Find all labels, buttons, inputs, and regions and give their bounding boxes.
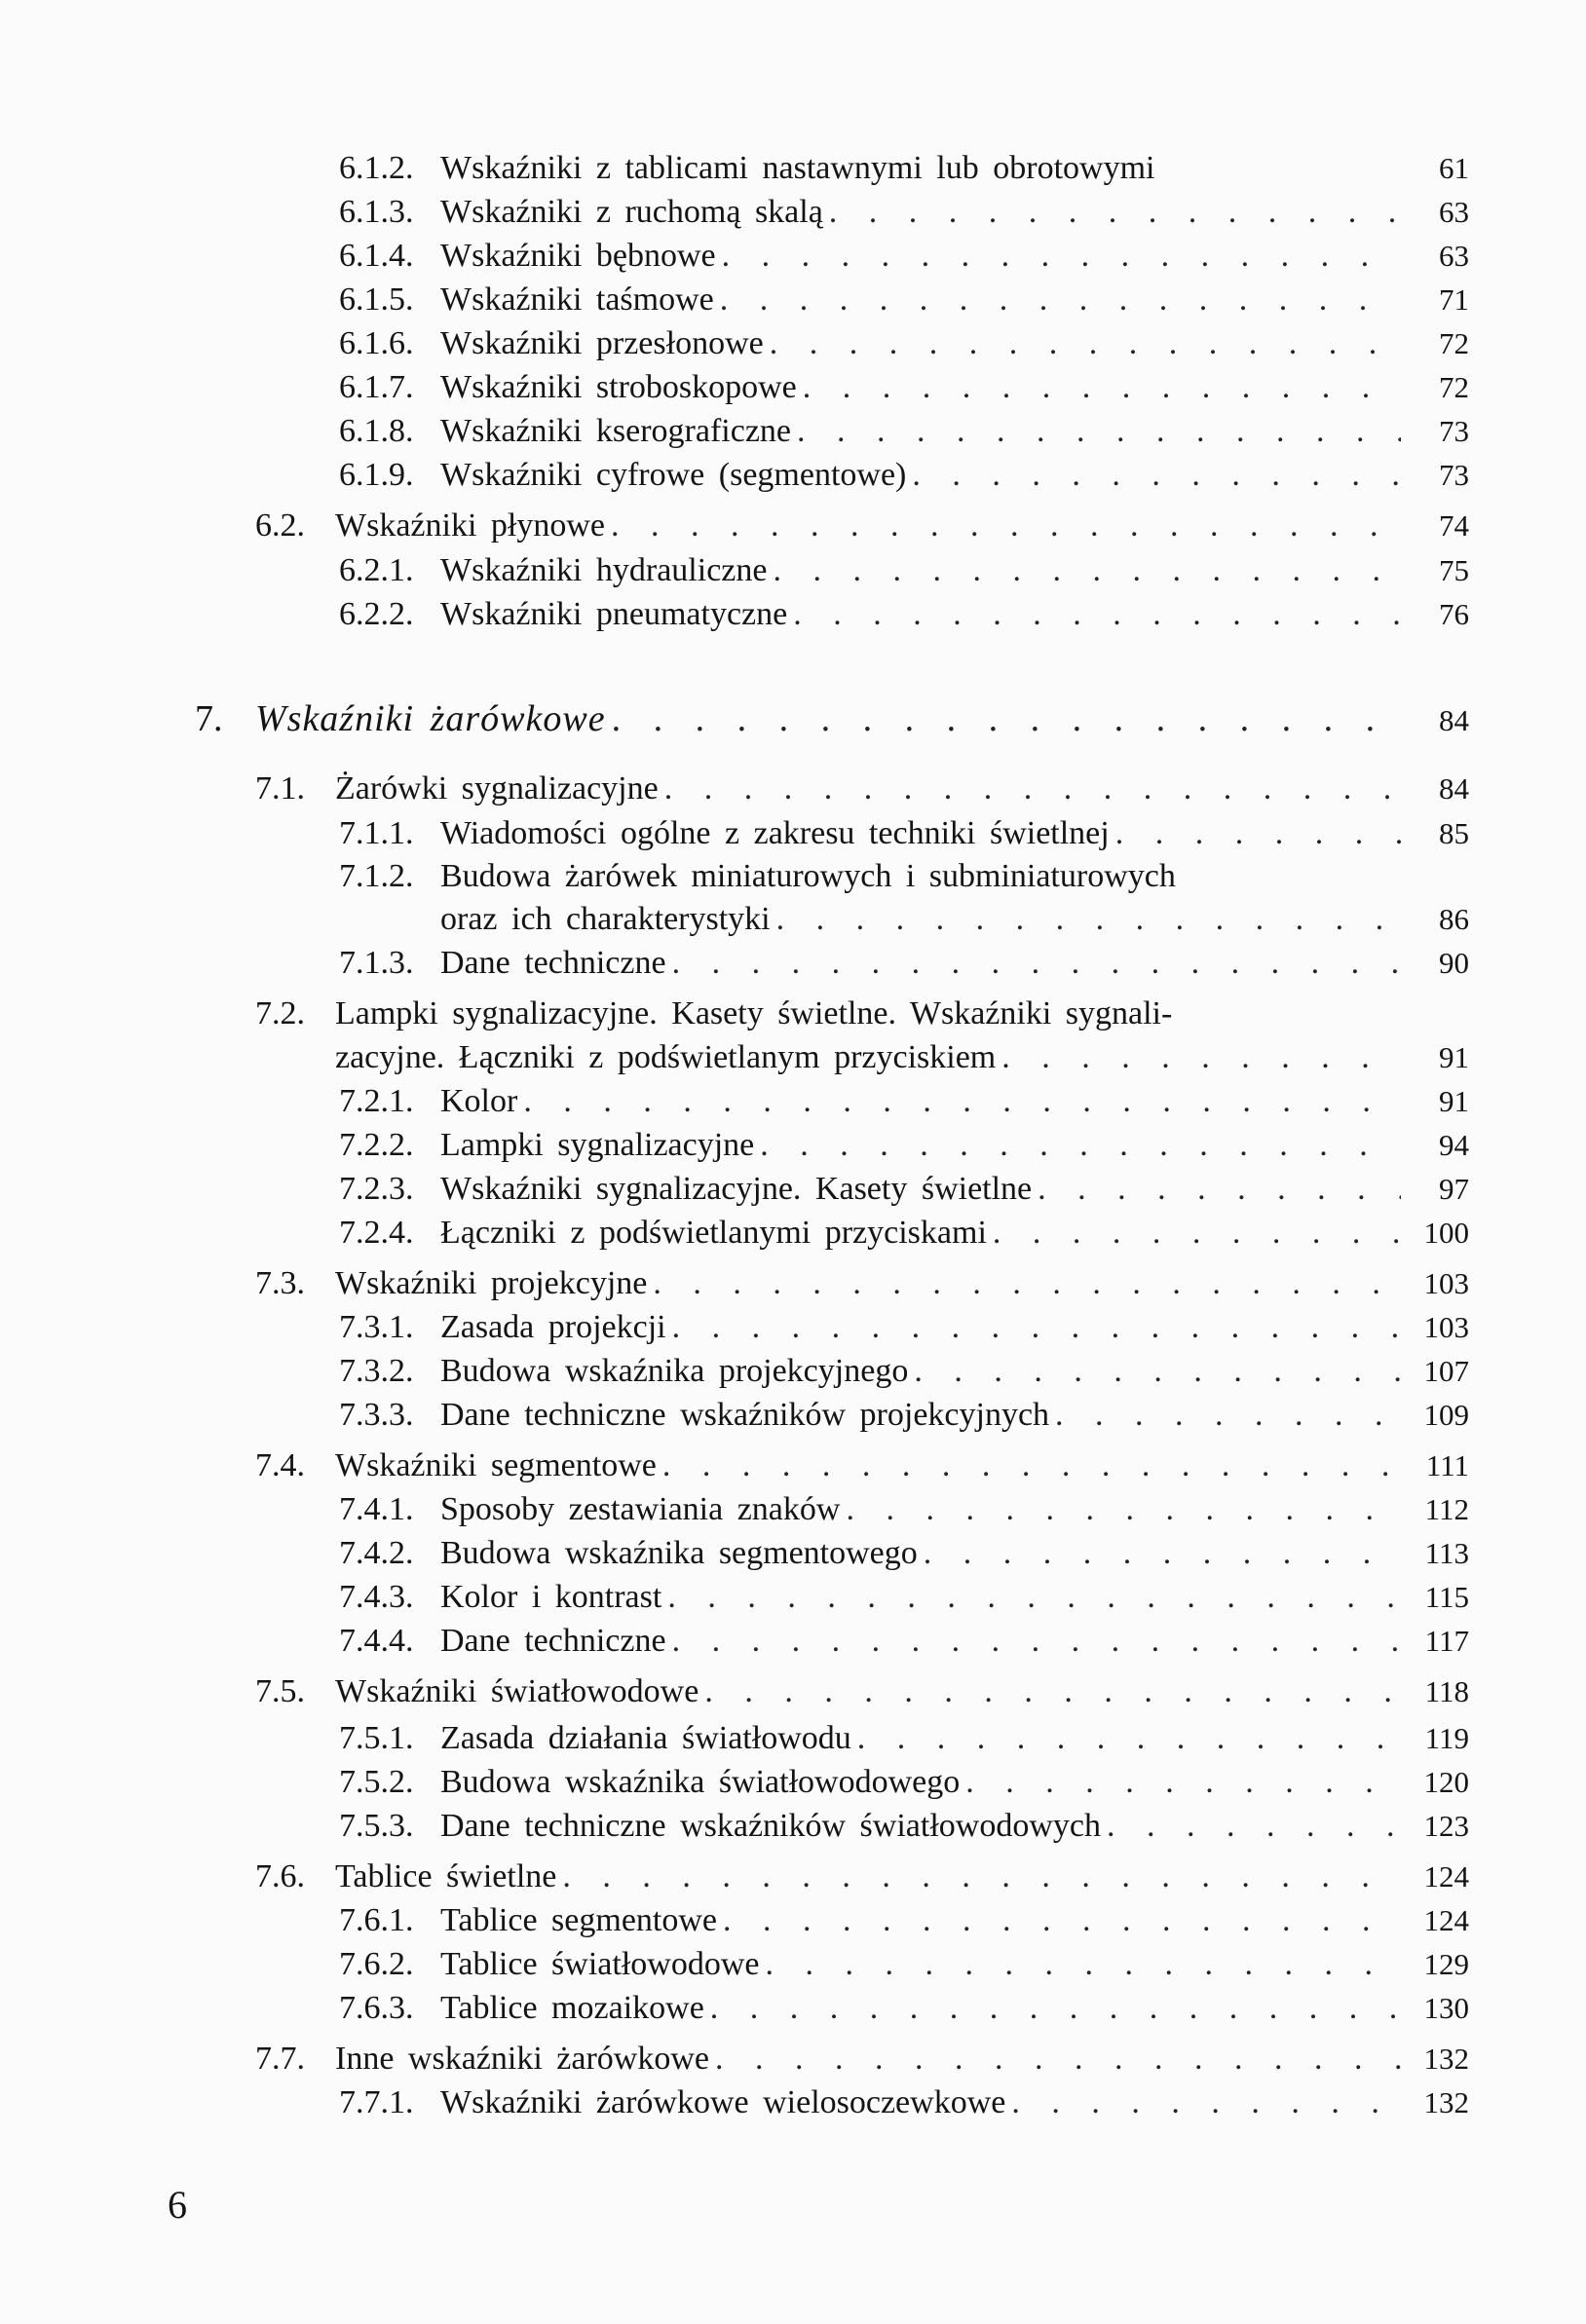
entry-page: 115	[1424, 1580, 1469, 1614]
entry-page: 129	[1423, 1947, 1469, 1981]
toc-entry-first-line	[339, 857, 1176, 896]
entry-page: 117	[1424, 1624, 1469, 1658]
toc-entry	[255, 769, 1469, 808]
leader-dots	[667, 1578, 1401, 1617]
leader-dots	[523, 1082, 1401, 1121]
leader-dots	[773, 551, 1401, 590]
entry-number: 7.3.	[255, 1265, 305, 1301]
entry-title: Żarówki sygnalizacyjne	[335, 770, 659, 806]
entry-title: Dane techniczne	[440, 945, 666, 981]
entry-page: 73	[1439, 458, 1469, 492]
entry-page: 72	[1439, 370, 1469, 404]
chapter-number: 7.	[195, 698, 223, 739]
toc-entry	[339, 2083, 1469, 2122]
entry-number: 7.4.3.	[339, 1579, 414, 1615]
toc-entry	[339, 1082, 1469, 1121]
toc-entry	[339, 237, 1469, 276]
entry-title: Tablice mozaikowe	[440, 1990, 704, 2026]
entry-number: 7.2.2.	[339, 1127, 414, 1163]
entry-number: 7.6.1.	[339, 1902, 414, 1938]
entry-number: 6.1.3.	[339, 194, 414, 230]
toc-entry	[255, 1672, 1469, 1711]
toc-entry	[339, 1126, 1469, 1165]
entry-page: 63	[1439, 195, 1469, 229]
leader-dots	[720, 281, 1401, 319]
leader-dots	[562, 1857, 1401, 1896]
entry-page: 85	[1439, 816, 1469, 850]
entry-page: 63	[1439, 239, 1469, 273]
entry-title: Budowa wskaźnika projekcyjnego	[440, 1353, 909, 1389]
entry-page: 84	[1439, 771, 1469, 806]
entry-title: Inne wskaźniki żarówkowe	[335, 2041, 709, 2077]
entry-page: 84	[1439, 703, 1469, 737]
entry-title: Wskaźniki światłowodowe	[335, 1673, 699, 1709]
entry-number: 7.1.3.	[339, 945, 414, 981]
entry-page: 72	[1439, 326, 1469, 360]
entry-number: 6.2.	[255, 507, 305, 544]
entry-title: Budowa żarówek miniaturowych i subminiaturowych	[440, 858, 1176, 894]
leader-dots	[924, 1534, 1401, 1573]
entry-page: 71	[1439, 282, 1469, 317]
entry-title: Tablice segmentowe	[440, 1902, 718, 1938]
toc-entry	[339, 1490, 1469, 1529]
toc-entry	[339, 1352, 1469, 1391]
entry-number: 7.1.1.	[339, 815, 414, 851]
entry-number: 6.2.2.	[339, 596, 414, 632]
toc-entry	[339, 1534, 1469, 1573]
entry-title: Wskaźniki cyfrowe (segmentowe)	[440, 457, 907, 493]
entry-page: 73	[1439, 414, 1469, 448]
entry-title: Wskaźniki taśmowe	[440, 281, 714, 318]
entry-title: Wskaźniki żarówkowe wielosoczewkowe	[440, 2084, 1006, 2120]
entry-page: 75	[1439, 553, 1469, 587]
entry-title-continued: zacyjne. Łączniki z podświetlanym przyciskiem	[335, 1039, 997, 1075]
entry-title: Sposoby zestawiania znaków	[440, 1491, 841, 1527]
entry-page: 86	[1439, 902, 1469, 936]
entry-page: 91	[1439, 1040, 1469, 1074]
entry-page: 119	[1424, 1721, 1469, 1755]
leader-dots	[993, 1214, 1401, 1253]
entry-title: Wskaźniki sygnalizacyjne. Kasety świetlne	[440, 1171, 1033, 1207]
entry-title: Dane techniczne	[440, 1623, 666, 1659]
entry-title: Kolor	[440, 1083, 518, 1119]
leader-dots	[846, 1490, 1401, 1529]
toc-entry	[339, 1945, 1469, 1984]
entry-number: 7.5.	[255, 1673, 305, 1709]
toc-entry	[255, 1264, 1469, 1303]
toc-entry	[339, 1763, 1469, 1802]
leader-dots	[776, 900, 1401, 939]
chapter-title: Wskaźniki żarówkowe	[255, 698, 606, 739]
entry-title: Wskaźniki z tablicami nastawnymi lub obrotowymi	[440, 150, 1155, 186]
toc-entry	[339, 149, 1469, 188]
leader-dots	[715, 2040, 1401, 2079]
toc-entry	[339, 1901, 1469, 1940]
entry-number: 7.4.	[255, 1447, 305, 1483]
entry-number: 7.4.4.	[339, 1623, 414, 1659]
leader-dots	[1055, 1396, 1401, 1435]
leader-dots	[1038, 1170, 1401, 1209]
entry-title: Wskaźniki segmentowe	[335, 1447, 657, 1483]
entry-title-continued: oraz ich charakterystyki	[440, 901, 771, 937]
toc-entry	[339, 1396, 1469, 1435]
entry-title: Wiadomości ogólne z zakresu techniki świetlnej	[440, 815, 1110, 851]
entry-page: 118	[1424, 1674, 1469, 1708]
toc-entry	[255, 1857, 1469, 1896]
entry-page: 97	[1439, 1172, 1469, 1206]
entry-number: 7.4.1.	[339, 1491, 414, 1527]
leader-dots	[765, 1945, 1401, 1984]
entry-number: 6.1.5.	[339, 281, 414, 318]
entry-page: 103	[1423, 1310, 1469, 1344]
entry-title: Wskaźniki bębnowe	[440, 238, 716, 274]
entry-number: 7.2.1.	[339, 1083, 414, 1119]
entry-page: 103	[1423, 1266, 1469, 1300]
leader-dots	[857, 1719, 1401, 1758]
leader-dots	[829, 193, 1401, 232]
entry-number: 7.7.	[255, 2041, 305, 2077]
entry-number: 6.1.2.	[339, 150, 414, 186]
toc-entry	[339, 1308, 1469, 1347]
leader-dots	[662, 1446, 1401, 1485]
leader-dots	[653, 1264, 1401, 1303]
entry-page: 90	[1439, 946, 1469, 980]
entry-number: 7.6.	[255, 1858, 305, 1894]
leader-dots	[965, 1763, 1401, 1802]
leader-dots	[664, 769, 1401, 808]
leader-dots	[797, 412, 1401, 451]
toc-entry	[339, 814, 1469, 853]
toc-entry	[339, 551, 1469, 590]
toc-entry-first-line	[255, 994, 1172, 1033]
toc-entry	[339, 324, 1469, 363]
entry-title: Wskaźniki z ruchomą skalą	[440, 194, 823, 230]
entry-page: 94	[1439, 1128, 1469, 1162]
entry-page: 107	[1423, 1354, 1469, 1388]
toc-entry	[339, 193, 1469, 232]
entry-number: 6.1.9.	[339, 457, 414, 493]
entry-page: 112	[1424, 1492, 1469, 1526]
leader-dots	[722, 237, 1401, 276]
entry-title: Wskaźniki projekcyjne	[335, 1265, 648, 1301]
toc-entry	[255, 2040, 1469, 2079]
entry-number: 6.1.8.	[339, 413, 414, 449]
toc-entry	[339, 944, 1469, 983]
entry-title: Budowa wskaźnika światłowodowego	[440, 1764, 961, 1800]
entry-number: 7.3.1.	[339, 1309, 414, 1345]
entry-title: Dane techniczne wskaźników światłowodowych	[440, 1808, 1101, 1844]
leader-dots	[803, 368, 1401, 407]
toc-entry-continuation	[339, 900, 1469, 939]
toc-entry	[339, 412, 1469, 451]
entry-number: 7.3.3.	[339, 1397, 414, 1433]
toc-entry	[339, 1807, 1469, 1846]
entry-page: 111	[1425, 1448, 1469, 1482]
entry-title: Wskaźniki kserograficzne	[440, 413, 791, 449]
leader-dots	[1107, 1807, 1401, 1846]
entry-title: Łączniki z podświetlanymi przyciskami	[440, 1215, 987, 1251]
entry-title: Wskaźniki stroboskopowe	[440, 369, 797, 405]
entry-title: Budowa wskaźnika segmentowego	[440, 1535, 918, 1571]
entry-page: 76	[1439, 597, 1469, 631]
entry-number: 7.7.1.	[339, 2084, 414, 2120]
leader-dots	[710, 1989, 1401, 2028]
entry-page: 61	[1439, 151, 1469, 185]
entry-number: 6.1.7.	[339, 369, 414, 405]
entry-title: Wskaźniki pneumatyczne	[440, 596, 788, 632]
entry-number: 7.2.3.	[339, 1171, 414, 1207]
toc-entry	[339, 1578, 1469, 1617]
leader-dots	[704, 1672, 1401, 1711]
leader-dots	[1011, 2083, 1401, 2122]
leader-dots	[770, 324, 1401, 363]
entry-number: 7.1.2.	[339, 858, 414, 894]
entry-number: 6.1.4.	[339, 238, 414, 274]
entry-number: 7.2.	[255, 995, 305, 1031]
entry-page: 124	[1423, 1903, 1469, 1937]
entry-title: Wskaźniki hydrauliczne	[440, 552, 768, 588]
leader-dots	[672, 1622, 1401, 1661]
entry-page: 132	[1423, 2042, 1469, 2076]
entry-title: Lampki sygnalizacyjne	[440, 1127, 755, 1163]
toc-entry	[339, 1214, 1469, 1253]
entry-page: 91	[1439, 1084, 1469, 1118]
entry-page: 123	[1423, 1809, 1469, 1843]
leader-dots	[672, 1308, 1401, 1347]
entry-page: 130	[1423, 1991, 1469, 2025]
toc-entry	[255, 506, 1469, 545]
toc-entry	[339, 456, 1469, 495]
toc-entry-continuation	[255, 1038, 1469, 1077]
toc-entry	[339, 1719, 1469, 1758]
entry-number: 7.5.2.	[339, 1764, 414, 1800]
entry-page: 109	[1423, 1398, 1469, 1432]
leader-dots	[793, 595, 1401, 634]
entry-page: 124	[1423, 1859, 1469, 1893]
entry-number: 7.1.	[255, 770, 305, 806]
entry-number: 7.4.2.	[339, 1535, 414, 1571]
toc-entry	[339, 1622, 1469, 1661]
toc-entry	[339, 1989, 1469, 2028]
entry-title: Kolor i kontrast	[440, 1579, 662, 1615]
entry-page: 132	[1423, 2085, 1469, 2119]
entry-title: Zasada projekcji	[440, 1309, 666, 1345]
entry-title: Zasada działania światłowodu	[440, 1720, 851, 1756]
entry-number: 7.5.3.	[339, 1808, 414, 1844]
entry-title: Tablice światłowodowe	[440, 1946, 760, 1982]
leader-dots	[611, 506, 1401, 545]
leader-dots	[1115, 814, 1401, 853]
entry-page: 120	[1423, 1765, 1469, 1799]
entry-title: Dane techniczne wskaźników projekcyjnych	[440, 1397, 1050, 1433]
leader-dots	[1001, 1038, 1401, 1077]
entry-page: 100	[1423, 1216, 1469, 1250]
leader-dots	[760, 1126, 1401, 1165]
toc-entry	[339, 368, 1469, 407]
leader-dots	[612, 699, 1401, 738]
entry-number: 7.5.1.	[339, 1720, 414, 1756]
leader-dots	[672, 944, 1401, 983]
entry-page: 113	[1424, 1536, 1469, 1570]
entry-number: 7.6.2.	[339, 1946, 414, 1982]
entry-number: 7.6.3.	[339, 1990, 414, 2026]
leader-dots	[723, 1901, 1401, 1940]
toc-entry	[255, 1446, 1469, 1485]
toc-entry	[339, 281, 1469, 319]
leader-dots	[912, 456, 1401, 495]
entry-title: Tablice świetlne	[335, 1858, 557, 1894]
entry-title: Lampki sygnalizacyjne. Kasety świetlne. Wskaźniki sygnali-	[335, 995, 1173, 1031]
page-number: 6	[168, 2183, 187, 2227]
entry-title: Wskaźniki płynowe	[335, 507, 605, 544]
entry-number: 6.2.1.	[339, 552, 414, 588]
entry-number: 7.3.2.	[339, 1353, 414, 1389]
leader-dots	[914, 1352, 1401, 1391]
toc-entry	[339, 1170, 1469, 1209]
entry-page: 74	[1439, 508, 1469, 543]
entry-title: Wskaźniki przesłonowe	[440, 325, 764, 361]
toc-chapter-entry	[195, 699, 1469, 740]
entry-number: 7.2.4.	[339, 1215, 414, 1251]
entry-number: 6.1.6.	[339, 325, 414, 361]
toc-entry	[339, 595, 1469, 634]
